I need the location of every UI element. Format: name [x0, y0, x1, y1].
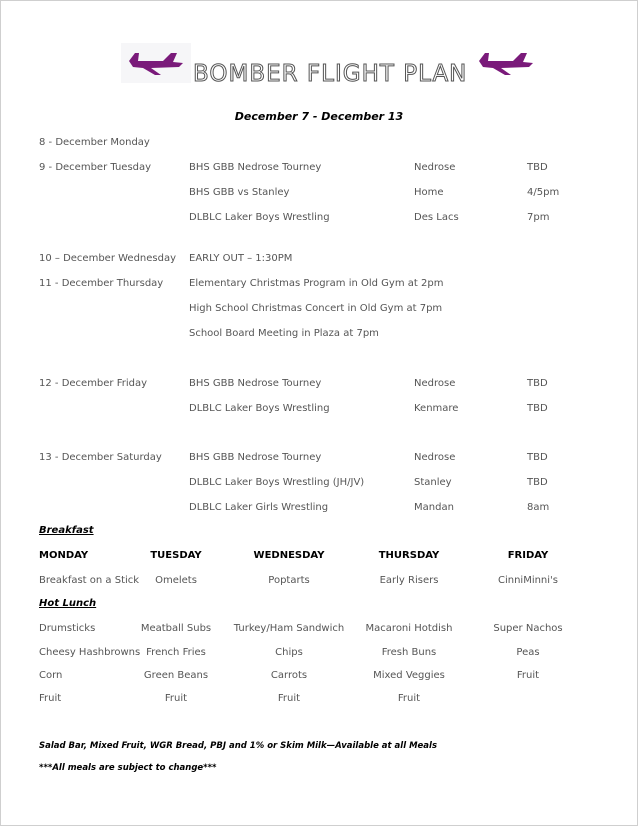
breakfast-item: Early Risers [379, 575, 439, 586]
lunch-item: Meatball Subs [140, 623, 212, 634]
schedule-location: Des Lacs [414, 212, 459, 223]
schedule-event: BHS GBB Nedrose Tourney [189, 452, 322, 463]
schedule-location: Nedrose [414, 378, 456, 389]
schedule-location: Nedrose [414, 162, 456, 173]
schedule-day: 12 - December Friday [39, 378, 148, 389]
lunch-item: Fruit [397, 693, 421, 704]
schedule-time: 8am [527, 502, 550, 513]
breakfast-item: Omelets [155, 575, 197, 586]
breakfast-item: Breakfast on a Stick [39, 575, 140, 586]
schedule-time: TBD [527, 403, 548, 414]
lunch-item: Cheesy Hashbrowns [39, 647, 141, 658]
availability-note: Salad Bar, Mixed Fruit, WGR Bread, PBJ and 1% or Skim Milk—Available at all Meals [39, 741, 438, 751]
schedule-event: School Board Meeting in Plaza at 7pm [189, 328, 379, 339]
schedule-location: Stanley [414, 477, 452, 488]
schedule-location: Nedrose [414, 452, 456, 463]
schedule-day: 8 - December Monday [39, 137, 150, 148]
day-header: TUESDAY [150, 550, 202, 561]
page-title: BOMBER FLIGHT PLAN [193, 61, 468, 87]
plane-right-icon [471, 43, 541, 87]
schedule-time: TBD [527, 452, 548, 463]
schedule-location: Mandan [414, 502, 454, 513]
date-range: December 7 - December 13 [234, 110, 404, 123]
breakfast-item: CinniMinni's [497, 575, 559, 586]
schedule-event: BHS GBB Nedrose Tourney [189, 162, 322, 173]
lunch-item: Super Nachos [493, 623, 563, 634]
schedule-event: DLBLC Laker Girls Wrestling [189, 502, 329, 513]
schedule-day: 13 - December Saturday [39, 452, 162, 463]
lunch-item: Fruit [277, 693, 301, 704]
schedule-location: Kenmare [414, 403, 459, 414]
plane-left-icon [121, 43, 191, 83]
lunch-item: Fruit [516, 670, 540, 681]
breakfast-heading: Breakfast [39, 525, 94, 536]
lunch-item: Turkey/Ham Sandwich [233, 623, 345, 634]
day-header: WEDNESDAY [253, 550, 325, 561]
schedule-event: Elementary Christmas Program in Old Gym at 2pm [189, 278, 444, 289]
lunch-item: Macaroni Hotdish [365, 623, 453, 634]
schedule-time: 4/5pm [527, 187, 560, 198]
schedule-location: Home [414, 187, 444, 198]
lunch-item: Mixed Veggies [373, 670, 445, 681]
lunch-item: Carrots [270, 670, 308, 681]
schedule-event: DLBLC Laker Boys Wrestling [189, 212, 330, 223]
lunch-item: Peas [516, 647, 540, 658]
schedule-day: 11 - December Thursday [39, 278, 164, 289]
schedule-event: DLBLC Laker Boys Wrestling (JH/JV) [189, 477, 365, 488]
lunch-item: Fruit [39, 693, 62, 704]
breakfast-item: Poptarts [268, 575, 310, 586]
lunch-item: Corn [39, 670, 63, 681]
schedule-day: 10 – December Wednesday [39, 253, 177, 264]
change-disclaimer: ***All meals are subject to change*** [39, 763, 217, 773]
schedule-time: 7pm [527, 212, 550, 223]
lunch-item: Green Beans [143, 670, 209, 681]
schedule-event: BHS GBB vs Stanley [189, 187, 290, 198]
schedule-event: High School Christmas Concert in Old Gym at 7pm [189, 303, 443, 314]
hot-lunch-heading: Hot Lunch [39, 598, 97, 609]
schedule-event: EARLY OUT – 1:30PM [189, 253, 293, 264]
lunch-item: French Fries [146, 647, 206, 658]
lunch-item: Chips [275, 647, 303, 658]
schedule-time: TBD [527, 378, 548, 389]
day-header: THURSDAY [378, 550, 440, 561]
schedule-time: TBD [527, 477, 548, 488]
schedule-day: 9 - December Tuesday [39, 162, 152, 173]
schedule-event: DLBLC Laker Boys Wrestling [189, 403, 330, 414]
lunch-item: Drumsticks [39, 623, 96, 634]
day-header: MONDAY [39, 550, 89, 561]
schedule-event: BHS GBB Nedrose Tourney [189, 378, 322, 389]
schedule-time: TBD [527, 162, 548, 173]
lunch-item: Fresh Buns [381, 647, 437, 658]
day-header: FRIDAY [507, 550, 549, 561]
lunch-item: Fruit [164, 693, 188, 704]
